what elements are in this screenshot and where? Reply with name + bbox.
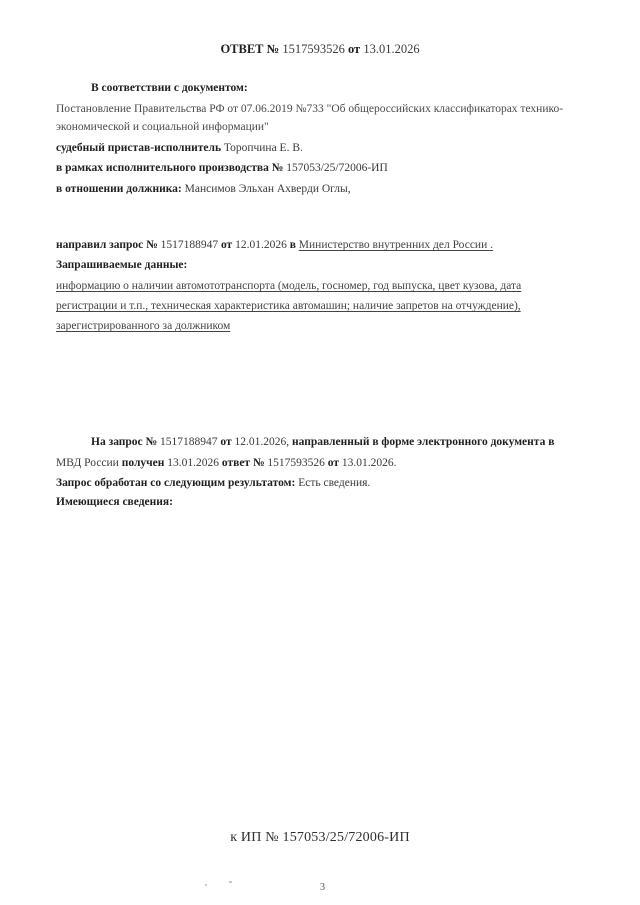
requested-data-line3: зарегистрированного за должником (56, 320, 231, 332)
debtor-row (56, 181, 351, 197)
basis-doc-line1: Постановление Правительства РФ от 07.06.2019 №733 "Об общероссийских классификаторах технико- (56, 103, 564, 115)
debtor-name: Мансимов Эльхан Ахверди Оглы, (184, 183, 351, 195)
answer-from-label: от (347, 42, 361, 56)
answer-number: 1517593526 (282, 42, 345, 56)
reply-request-number: 1517188947 (159, 436, 218, 448)
reply-on-request-label: На запрос № (91, 436, 158, 448)
reply-answer-number: 1517593526 (267, 457, 325, 469)
reply-received-label: получен (121, 457, 165, 469)
answer-date: 13.01.2026 (363, 42, 420, 56)
result-row (56, 475, 370, 491)
basis-heading: В соответствии с документом: (91, 82, 248, 94)
available-heading: Имеющиеся сведения: (56, 496, 173, 508)
reply-date-sent: 12.01.2026, (234, 436, 290, 448)
request-row (56, 237, 493, 253)
requested-data-line1: информацию о наличии автомототранспорта (модель, госномер, год выпуска, цвет кузова, дата (56, 280, 522, 292)
reply-row1 (91, 434, 554, 450)
requested-data-line2: регистрации и т.п., техническая характеристика автомашин; наличие запретов на отчуждение), (56, 300, 521, 312)
proceeding-row (56, 160, 388, 176)
reply-row2 (56, 455, 397, 471)
scan-speck (205, 884, 207, 886)
reply-received-date: 13.01.2026 (167, 457, 219, 469)
request-to-label: в (289, 239, 296, 251)
page-number: 3 (320, 882, 325, 893)
request-recipient: Министерство внутренних дел России . (298, 239, 493, 251)
reply-from-label: от (220, 436, 232, 448)
bailiff-row (56, 140, 303, 156)
proceeding-label: в рамках исполнительного производства № (56, 162, 284, 174)
footer-case-reference: к ИП № 157053/25/72006-ИП (230, 830, 410, 845)
bailiff-name: Торопчина Е. В. (223, 142, 303, 154)
reply-sent-form-label: направленный в форме электронного документа в (291, 436, 555, 448)
result-value: Есть сведения. (298, 477, 371, 489)
basis-doc-line2: экономической и социальной информации" (56, 121, 269, 133)
debtor-label: в отношении должника: (56, 183, 182, 195)
request-from-label: от (220, 239, 233, 251)
reply-answer-date: 13.01.2026. (341, 457, 397, 469)
request-sent-label: направил запрос № (56, 239, 158, 251)
answer-label: ОТВЕТ № (220, 42, 280, 56)
page-title (0, 41, 640, 57)
reply-answer-from-label: от (327, 457, 340, 469)
scan-speck (229, 881, 232, 883)
reply-agency: МВД России (56, 457, 119, 469)
reply-answer-label: ответ № (221, 457, 265, 469)
request-date: 12.01.2026 (235, 239, 287, 251)
proceeding-number: 157053/25/72006-ИП (286, 162, 388, 174)
requested-data-heading: Запрашиваемые данные: (56, 259, 188, 271)
request-number: 1517188947 (160, 239, 219, 251)
bailiff-label: судебный пристав-исполнитель (56, 142, 222, 154)
result-label: Запрос обработан со следующим результатом: (56, 477, 296, 489)
